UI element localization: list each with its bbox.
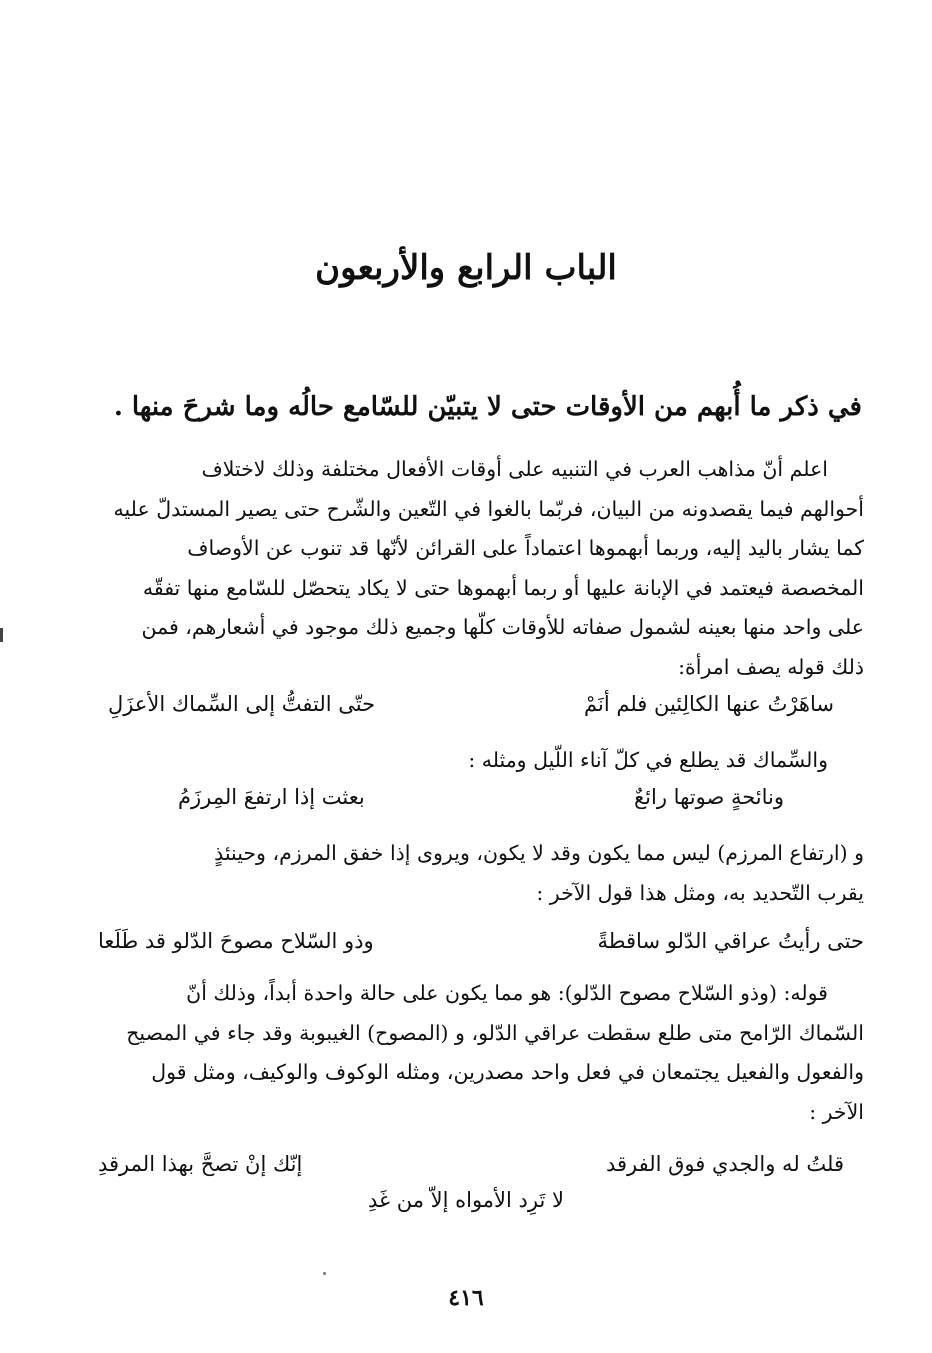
- paragraph-line: ذلك قوله يصف امرأة:: [678, 654, 864, 679]
- line-after-verse-1: [68, 741, 864, 781]
- paragraph-line: يقرب التّحديد به، ومثل هذا قول الآخر :: [536, 880, 864, 905]
- paragraph-3: [68, 974, 864, 1132]
- verse-1: [68, 688, 864, 728]
- paragraph-1: [68, 450, 864, 687]
- paragraph-line: والسِّماك قد يطلع في كلّ آناء اللّيل ومثله :: [468, 748, 828, 772]
- verse-second-hemistich: حتّى التفتُّ إلى السِّماك الأعزَلِ: [108, 692, 376, 716]
- paragraph-line: اعلم أنّ مذاهب العرب في التنبيه على أوقات الأفعال مختلفة وذلك لاختلاف: [201, 457, 828, 481]
- verse-first-hemistich: حتى رأيتُ عراقي الدّلو ساقطةً: [597, 929, 864, 953]
- verse-first-hemistich: قلتُ له والجدي فوق الفرقد: [605, 1152, 844, 1176]
- verse-2: [68, 781, 864, 821]
- paragraph-line: و (ارتفاع المرزم) ليس مما يكون وقد لا يكون، ويروى إذا خفق المرزم، وحينئذٍ: [214, 841, 864, 865]
- paragraph-line: كما يشار باليد إليه، وربما أبهموها اعتماداً على القرائن لأنّها قد تنوب عن الأوصاف: [187, 536, 864, 560]
- scan-speck: [323, 1272, 326, 1275]
- paragraph-line: على واحد منها بعينه لشمول صفاته للأوقات كلّها وجميع ذلك موجود في أشعارهم، فمن: [141, 615, 864, 639]
- page-number: ٤١٦: [448, 1285, 484, 1311]
- chapter-title: الباب الرابع والأربعون: [315, 248, 617, 288]
- verse-first-hemistich: ساهَرْتُ عنها الكالِئين فلم أنَمْ: [584, 692, 834, 716]
- paragraph-line: أحوالهم فيما يقصدونه من البيان، فربّما بالغوا في التّعين والشّرح حتى يصير المستدلّ عليه: [113, 496, 864, 521]
- section-heading: في ذكر ما أُبهم من الأوقات حتى لا يتبيّن للسّامع حالُه وما شرحَ منها .: [113, 392, 862, 422]
- paragraph-line: الآخر :: [809, 1099, 864, 1124]
- scan-edge-mark: [0, 628, 3, 642]
- paragraph-line: السّماك الرّامح متى طلع سقطت عراقي الدّلو، و (المصوح) الغيبوبة وقد جاء في المصيح: [126, 1020, 864, 1045]
- paragraph-line: قوله: (وذو السّلاح مصوح الدّلو): هو مما يكون على حالة واحدة أبداً، وذلك أنّ: [186, 981, 828, 1005]
- paragraph-2: [68, 834, 864, 913]
- verse-4-tail: لا تَرِد الأمواه إلاّ من غَدِ: [368, 1188, 564, 1212]
- verse-first-hemistich: ونائحةٍ صوتها رائعٌ: [634, 785, 784, 809]
- verse-4: [68, 1148, 864, 1188]
- verse-3: [68, 925, 864, 965]
- verse-second-hemistich: إنّك إنْ تصحَّ بهذا المرقدِ: [98, 1152, 303, 1176]
- paragraph-line: والفعول والفعيل يجتمعان في فعل واحد مصدرين، ومثله الوكوف والوكيف، ومثل قول: [151, 1060, 864, 1084]
- verse-second-hemistich: بعثت إذا ارتفعَ المِرزَمُ: [178, 785, 365, 809]
- paragraph-line: المخصصة فيعتمد في الإبانة عليها أو ربما أبهموها حتى لا يكاد يتحصّل للسّامع منها تفقّه: [142, 575, 864, 600]
- verse-second-hemistich: وذو السّلاح مصوحَ الدّلو قد طَلَعا: [98, 929, 374, 953]
